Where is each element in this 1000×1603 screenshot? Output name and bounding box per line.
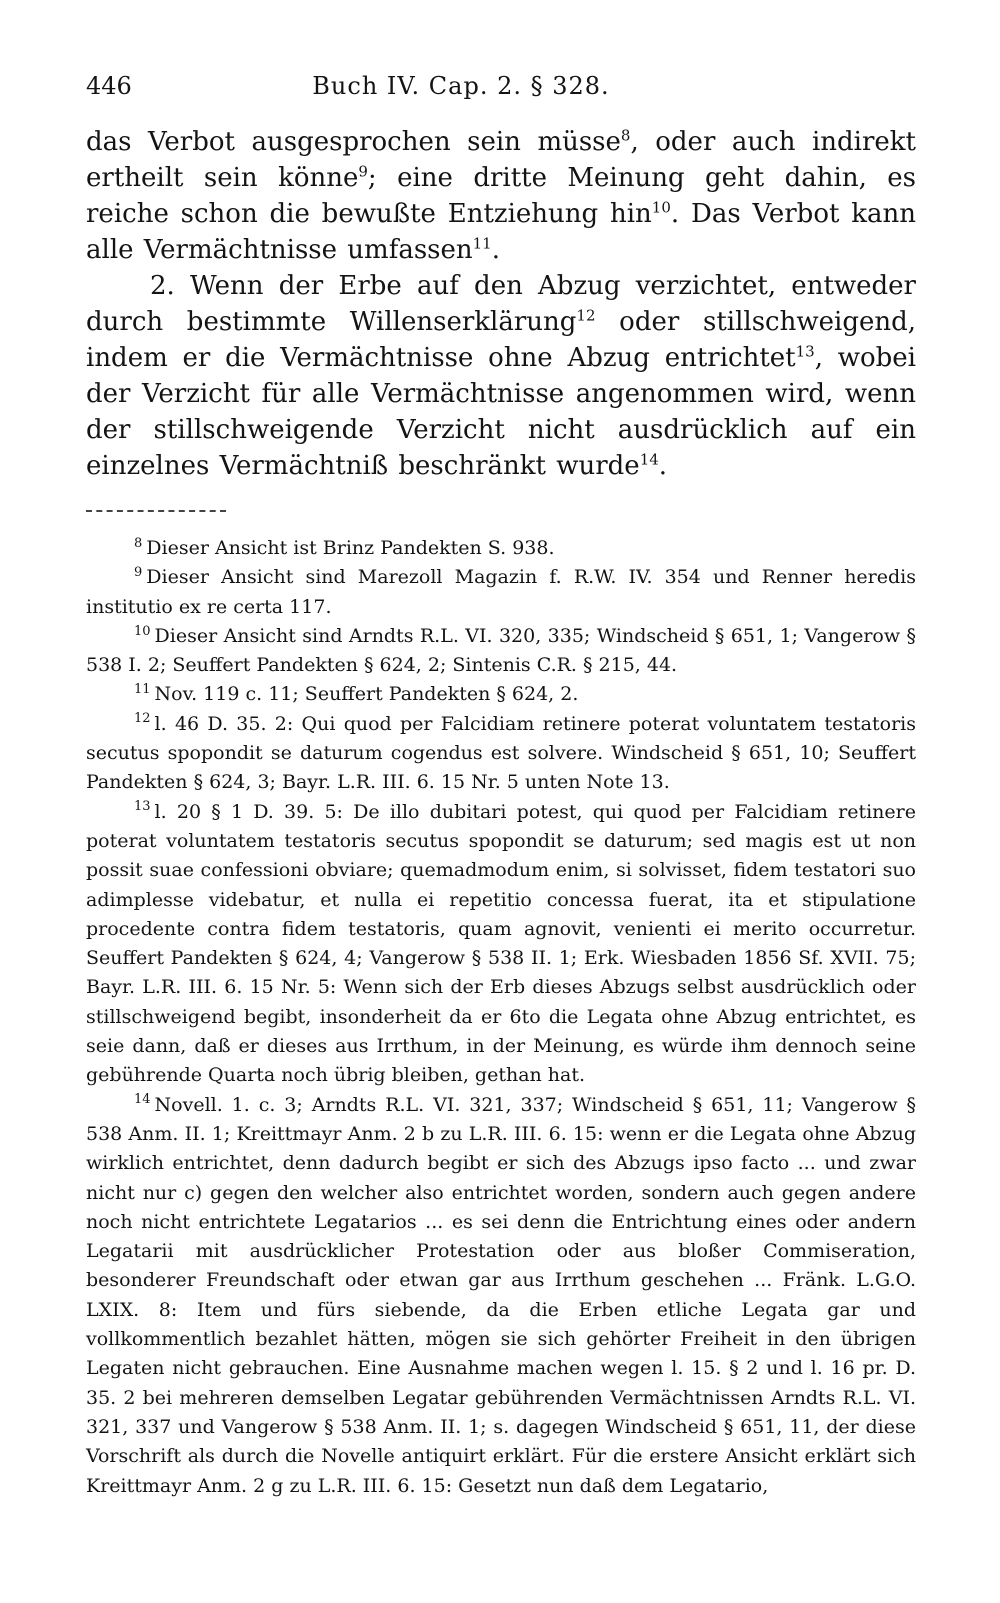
footnote-text: Nov. 119 c. 11; Seuffert Pandekten § 624, 2. <box>154 683 579 706</box>
footnote-text: Dieser Ansicht sind Arndts R.L. VI. 320, 335; Windscheid § 651, 1; Vangerow § 538 I. 2; Seuffert Pandekten § 624, 2; Sintenis C.R. § 215, 44. <box>86 624 916 677</box>
footnote-text: Novell. 1. c. 3; Arndts R.L. VI. 321, 337; Windscheid § 651, 11; Vangerow § 538 Anm. II. 1; Kreittmayr Anm. 2 b zu L.R. III. 6. 15: wenn er die Legata ohne Abzug wirklich entrichtet, denn dadurch begibt er sich des Abzugs ipso facto ... und zwar nicht nur c) gegen den welcher also entrichtet worden, sondern auch gegen andere noch nicht entrichtete Legatarios ... es sei denn die Entrichtung eines oder andern Legatarii mit ausdrücklicher Protestation oder aus bloßer Commiseration, besonderer Freundschaft oder etwan gar aus Irrthum geschehen ... Fränk. L.G.O. LXIX. 8: Item und fürs siebende, da die Erben etliche Legata gar und vollkommentlich bezahlet hätten, mögen sie sich gehörter Freiheit in den übrigen Legaten nicht gebrauchen. Eine Ausnahme machen wegen l. 15. § 2 und l. 16 pr. D. 35. 2 bei mehreren demselben Legatar gebührenden Vermächtnissen Arndts R.L. VI. 321, 337 und Vangerow § 538 Anm. II. 1; s. dagegen Windscheid § 651, 11, der diese Vorschrift als durch die Novelle antiquirt erklärt. Für die erstere Ansicht erklärt sich Kreittmayr Anm. 2 g zu L.R. III. 6. 15: Gesetzt nun daß dem Legatario, <box>86 1093 916 1497</box>
paragraph-1: das Verbot ausgesprochen sein müsse$^8$, oder auch indirekt ertheilt sein könne$^9$; eine dritte Meinung geht dahin, es reiche schon die bewußte Entziehung hin$^{10}$. Das Verbot kann alle Vermächtnisse umfassen$^{11}$. <box>86 126 917 265</box>
footnote <box>86 710 916 798</box>
running-title: Buch IV. Cap. 2. § 328. <box>312 72 610 100</box>
footnote-ref-13[interactable]: 13 <box>795 342 815 361</box>
footnote-number: 11 <box>134 682 151 698</box>
footnote-text: l. 46 D. 35. 2: Qui quod per Falcidiam retinere poterat voluntatem testatoris secutus spopondit se daturum cogendus est solvere. Windscheid § 651, 10; Seuffert Pandekten § 624, 3; Bayr. L.R. III. 6. 15 Nr. 5 unten Note 13. <box>86 712 916 794</box>
footnote-ref-11[interactable]: 11 <box>472 234 492 253</box>
footnote-ref-12[interactable]: 12 <box>576 306 596 325</box>
footnote-text: Dieser Ansicht ist Brinz Pandekten S. 938. <box>146 537 555 559</box>
footnote-number: 13 <box>134 799 151 815</box>
footnote-number: 9 <box>134 564 143 580</box>
paragraph-2: 2. Wenn der Erbe auf den Abzug verzichtet, entweder durch bestimmte Willenserklärung$^{12}$ oder stillschweigend, indem er die Vermächtnisse ohne Abzug entrichtet$^{13}$, wobei der Verzicht für alle Vermächtnisse angenommen wird, wenn der stillschweigende Verzicht nicht ausdrücklich auf ein einzelnes Vermächtniß beschränkt wurde$^{14}$. <box>86 271 916 481</box>
footnote <box>86 680 916 709</box>
footnote-ref-8[interactable]: 8 <box>620 126 631 145</box>
footnote <box>86 622 916 681</box>
footnote-number: 14 <box>134 1092 151 1108</box>
footnote-separator <box>86 510 226 512</box>
book-page <box>86 72 916 1501</box>
footnote-text: Dieser Ansicht sind Marezoll Magazin f. R.W. IV. 354 und Renner heredis institutio ex re certa 117. <box>86 566 916 618</box>
footnote-text: l. 20 § 1 D. 39. 5: De illo dubitari potest, qui quod per Falcidiam retinere poterat voluntatem testatoris secutus spopondit se daturum; sed magis est ut non possit suae confessioni obviare; quemadmodum enim, si solvisset, fidem testatori suo adimplesse videbatur, et nulla ei repetitio concessa fuerat, ita et stipulatione procedente contra fidem testatoris, quam agnovit, venienti ei merito occurretur. Seuffert Pandekten § 624, 4; Vangerow § 538 II. 1; Erk. Wiesbaden 1856 Sf. XVII. 75; Bayr. L.R. III. 6. 15 Nr. 5: Wenn sich der Erb dieses Abzugs selbst ausdrücklich oder stillschweigend begibt, insonderheit da er 6to die Legata ohne Abzug entrichtet, es seie dann, daß er dieses aus Irrthum, in der Meinung, es würde ihm dennoch seine gebührende Quarta noch übrig bleiben, gethan hat. <box>86 800 916 1087</box>
footnotes <box>86 534 916 1501</box>
footnote-ref-9[interactable]: 9 <box>358 162 368 181</box>
footnote-number: 12 <box>134 711 151 727</box>
main-text <box>86 124 916 484</box>
footnote <box>86 534 916 563</box>
footnote-ref-10[interactable]: 10 <box>651 198 671 217</box>
running-header <box>86 72 916 116</box>
footnote <box>86 563 916 622</box>
footnote <box>86 798 916 1091</box>
footnote-number: 8 <box>134 535 143 551</box>
footnote-ref-14[interactable]: 14 <box>639 450 659 469</box>
footnote-number: 10 <box>134 623 151 639</box>
footnote <box>86 1091 916 1501</box>
page-number: 446 <box>86 72 132 100</box>
